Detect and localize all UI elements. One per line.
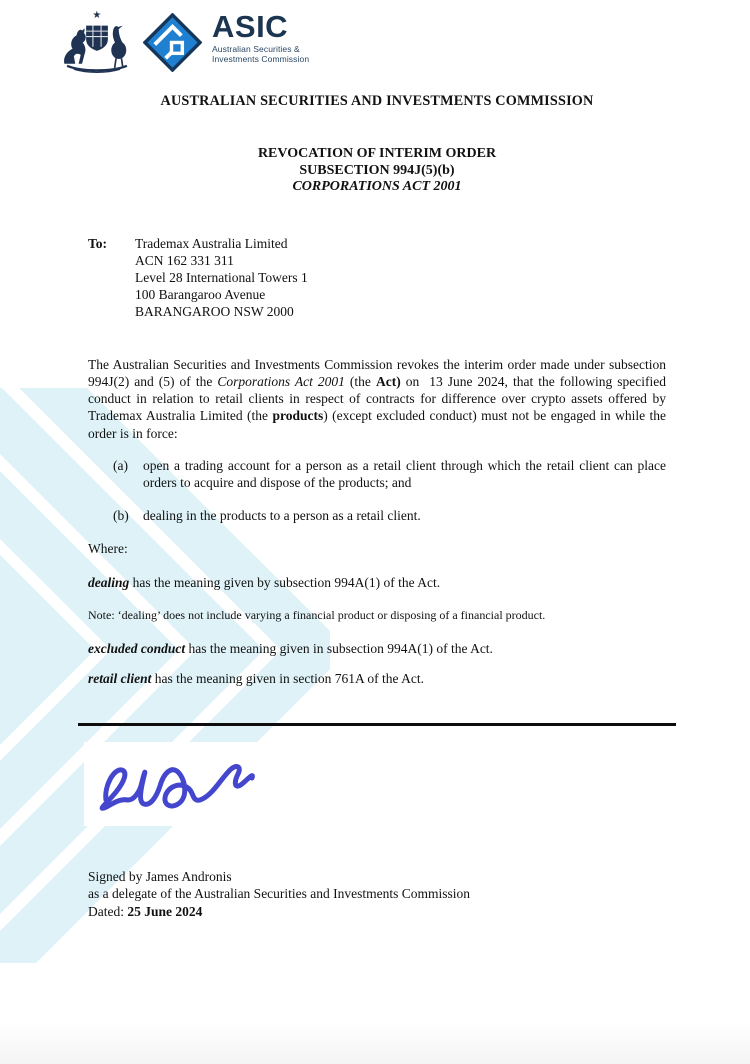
list-item-b-text: dealing in the products to a person as a retail client. [143, 507, 421, 523]
signature-divider-line [78, 723, 676, 726]
asic-wordmark [212, 9, 310, 64]
definition-excluded-conduct-text: has the meaning given in subsection 994A(1) of the Act. [185, 640, 493, 656]
order-heading-line1: REVOCATION OF INTERIM ORDER [257, 146, 497, 161]
asic-subtitle [212, 45, 309, 64]
revocation-paragraph: The Australian Securities and Investments Commission revokes the interim order made under subsection 994J(2) and (5) of the Corporations Act 2001 (the Act) on 13 June 2024, that the following specified conduct in relation to retail clients in respect of contracts for difference over crypto assets offered by Trademax Australia Limited (the products) (except excluded conduct) must not be engaged in while the order is in force: [88, 356, 666, 441]
list-item-b [88, 507, 666, 524]
svg-text:★: ★ [92, 10, 102, 22]
signed-by-line: Signed by James Andronis [88, 868, 232, 884]
delegate-line: as a delegate of the Australian Securities and Investments Commission [88, 886, 471, 902]
definition-retail-client-term: retail client [88, 670, 152, 686]
order-heading-line2: SUBSECTION 994J(5)(b) [299, 162, 455, 178]
handwritten-signature-icon [84, 742, 306, 826]
list-item-a-label: (a) [113, 457, 128, 473]
recipient-address [135, 235, 308, 320]
commission-title: AUSTRALIAN SECURITIES AND INVESTMENTS COMMISSION [160, 93, 594, 109]
recipient-name: Trademax Australia Limited [135, 235, 288, 251]
dated-label: Dated: [88, 903, 128, 919]
recipient-label: To: [88, 235, 108, 251]
definition-dealing-term: dealing [88, 574, 130, 590]
header [55, 8, 666, 78]
dated-line [88, 903, 666, 921]
definition-dealing-text: has the meaning given by subsection 994A(1) of the Act. [129, 574, 441, 590]
asic-diamond-logo-icon [143, 13, 202, 72]
definition-dealing [88, 575, 666, 591]
signed-block [88, 868, 666, 921]
recipient-address-line2: 100 Barangaroo Avenue [135, 286, 266, 302]
list-item-b-label: (b) [113, 507, 129, 523]
recipient-block [88, 235, 666, 320]
document-content [0, 8, 750, 920]
list-item-a-text: open a trading account for a person as a retail client through which the retail client can place orders to acquire and dispose of the products; and [143, 457, 666, 491]
definition-retail-client [88, 671, 666, 687]
asic-acronym: ASIC [212, 9, 289, 44]
definition-excluded-conduct-term: excluded conduct [88, 640, 186, 656]
recipient-address-line3: BARANGAROO NSW 2000 [135, 303, 294, 319]
dated-value: 25 June 2024 [127, 903, 203, 919]
definition-retail-client-text: has the meaning given in section 761A of the Act. [151, 670, 424, 686]
asic-subtitle-line2: Investments Commission [212, 53, 310, 64]
dealing-note: Note: ‘dealing’ does not include varying a financial product or disposing of a financial product. [88, 607, 546, 622]
signature-area [84, 742, 306, 826]
order-heading [88, 146, 666, 196]
australian-coat-of-arms-icon [55, 8, 139, 76]
asic-subtitle-line1: Australian Securities & [212, 44, 300, 54]
where-label: Where: [88, 540, 128, 556]
definition-excluded-conduct [88, 641, 666, 657]
list-item-a [88, 457, 666, 492]
order-heading-line3: CORPORATIONS ACT 2001 [292, 179, 462, 194]
recipient-address-line1: Level 28 International Towers 1 [135, 269, 308, 285]
recipient-acn: ACN 162 331 311 [135, 252, 234, 268]
